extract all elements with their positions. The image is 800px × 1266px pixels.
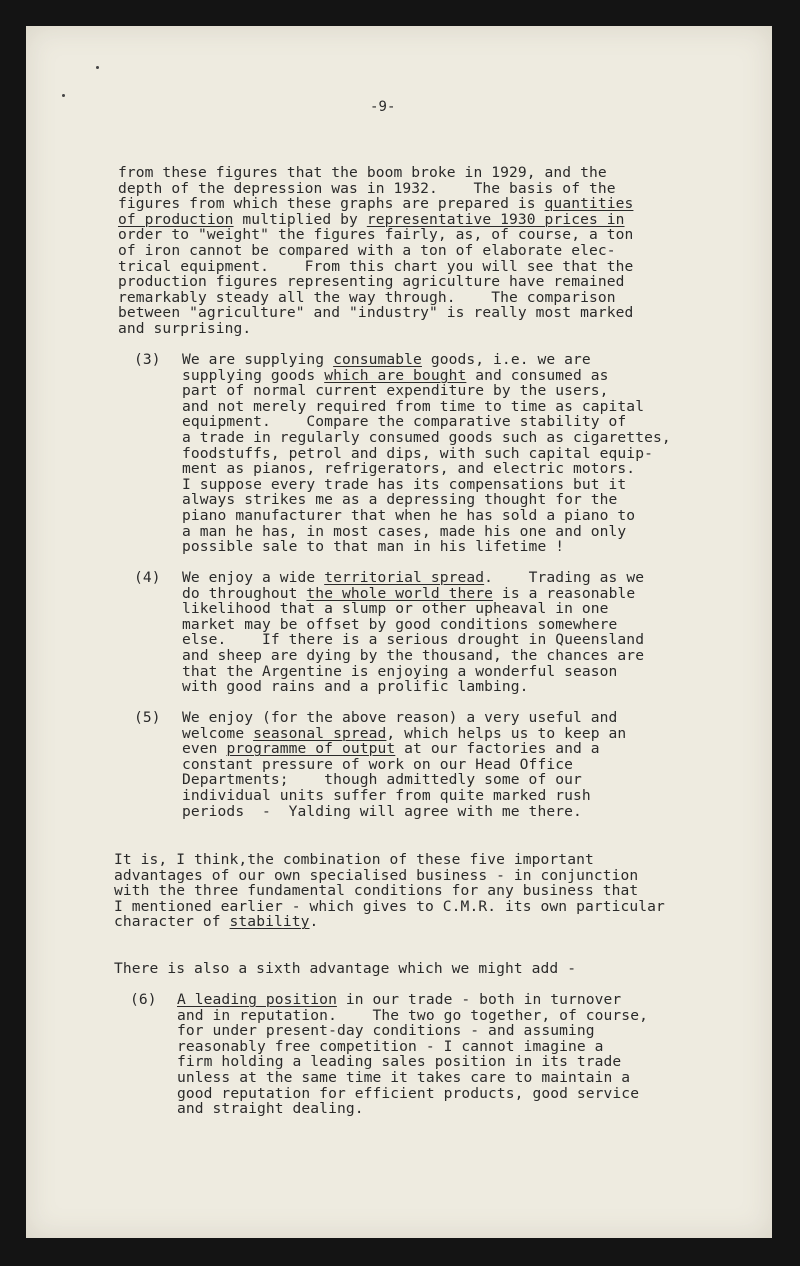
line: trical equipment. From this chart you will see that the: [118, 257, 634, 275]
line: I suppose every trade has its compensations but it: [182, 475, 627, 493]
underlined-phrase: programme of output: [226, 740, 396, 758]
line: do throughout: [182, 584, 307, 602]
line: depth of the depression was in 1932. The basis of the: [118, 179, 616, 197]
line: .: [309, 913, 319, 931]
line: with good rains and a prolific lambing.: [182, 678, 529, 696]
line: in our trade - both in turnover: [336, 991, 622, 1008]
underlined-phrase: representative 1930 prices in: [366, 210, 625, 228]
line: from these figures that the boom broke in 1929, and the: [118, 164, 607, 181]
line: , which helps us to keep an: [386, 724, 627, 742]
line: firm holding a leading sales position in its trade: [177, 1053, 622, 1071]
line: reasonably free competition - I cannot imagine a: [177, 1037, 604, 1055]
line: It is, I think,the combination of these five important: [114, 851, 594, 868]
underlined-phrase: seasonal spread: [253, 724, 387, 742]
line: for under present-day conditions - and assuming: [177, 1022, 595, 1040]
item-label: (5): [134, 709, 161, 726]
line: We enjoy a wide: [182, 569, 325, 586]
line: piano manufacturer that when he has sold a piano to: [182, 506, 636, 524]
line: at our factories and a: [395, 740, 600, 758]
line: figures from which these graphs are prepared is: [118, 195, 545, 213]
line: market may be offset by good conditions somewhere: [182, 615, 618, 633]
line: is a reasonable: [493, 584, 636, 602]
line: and straight dealing.: [177, 1100, 364, 1118]
line: always strikes me as a depressing thought for the: [182, 491, 618, 509]
line: with the three fundamental conditions for any business that: [114, 882, 639, 900]
line: character of: [114, 913, 230, 931]
underlined-phrase: the whole world there: [306, 584, 494, 602]
paragraph-intro: [118, 165, 633, 337]
line: welcome: [182, 724, 254, 742]
line: production figures representing agriculture have remained: [118, 273, 625, 291]
ink-speck: [62, 94, 65, 97]
line: foodstuffs, petrol and dips, with such capital equip-: [182, 444, 653, 462]
item-label: (4): [134, 569, 161, 586]
line: and consumed as: [466, 366, 609, 384]
item-text: [182, 710, 626, 819]
line: good reputation for efficient products, good service: [177, 1084, 640, 1102]
line: that the Argentine is enjoying a wonderful season: [182, 662, 618, 680]
line: multiplied by: [233, 210, 367, 228]
underlined-phrase: A leading position: [177, 991, 337, 1008]
line: and surprising.: [118, 319, 252, 337]
line: part of normal current expenditure by the users,: [182, 382, 609, 400]
underlined-phrase: quantities: [544, 195, 634, 213]
line: supplying goods: [182, 366, 325, 384]
underlined-phrase: consumable: [333, 351, 422, 368]
line: and in reputation. The two go together, of course,: [177, 1006, 648, 1024]
line: unless at the same time it takes care to maintain a: [177, 1068, 631, 1086]
line: . Trading as we: [484, 569, 645, 586]
line: ment as pianos, refrigerators, and electric motors.: [182, 460, 636, 478]
line: even: [182, 740, 227, 758]
paragraph-sixth: There is also a sixth advantage which we might add -: [114, 960, 577, 977]
line: equipment. Compare the comparative stability of: [182, 413, 627, 431]
page-number: -9-: [370, 99, 396, 115]
line: of iron cannot be compared with a ton of elaborate elec-: [118, 241, 616, 259]
line: individual units suffer from quite marked rush: [182, 786, 591, 804]
line: a man he has, in most cases, made his one and only: [182, 522, 627, 540]
underlined-phrase: which are bought: [324, 366, 467, 384]
line: else. If there is a serious drought in Queensland: [182, 631, 645, 649]
line: constant pressure of work on our Head Office: [182, 755, 573, 773]
line: Departments; though admittedly some of our: [182, 771, 582, 789]
line: order to "weight" the figures fairly, as, of course, a ton: [118, 226, 634, 244]
item-label: (3): [134, 351, 161, 368]
item-text: [177, 992, 648, 1117]
item-label: (6): [130, 991, 157, 1008]
line: and sheep are dying by the thousand, the chances are: [182, 646, 645, 664]
line: between "agriculture" and "industry" is really most marked: [118, 304, 634, 322]
line: We are supplying: [182, 351, 334, 368]
item-text: [182, 570, 644, 695]
line: possible sale to that man in his lifetime !: [182, 538, 565, 556]
line: goods, i.e. we are: [421, 351, 591, 368]
line: advantages of our own specialised business - in conjunction: [114, 866, 639, 884]
underlined-phrase: of production: [118, 210, 234, 228]
line: and not merely required from time to time as capital: [182, 397, 645, 415]
item-text: [182, 352, 671, 555]
line: remarkably steady all the way through. The comparison: [118, 288, 616, 306]
paragraph-summary: [114, 852, 665, 930]
underlined-phrase: stability: [229, 913, 310, 931]
line: I mentioned earlier - which gives to C.M.R. its own particular: [114, 897, 665, 915]
underlined-phrase: territorial spread: [324, 569, 485, 586]
line: likelihood that a slump or other upheaval in one: [182, 600, 609, 618]
line: periods - Yalding will agree with me there.: [182, 802, 582, 820]
line: We enjoy (for the above reason) a very useful and: [182, 709, 618, 726]
line: a trade in regularly consumed goods such as cigarettes,: [182, 428, 671, 446]
ink-speck: [96, 66, 99, 69]
